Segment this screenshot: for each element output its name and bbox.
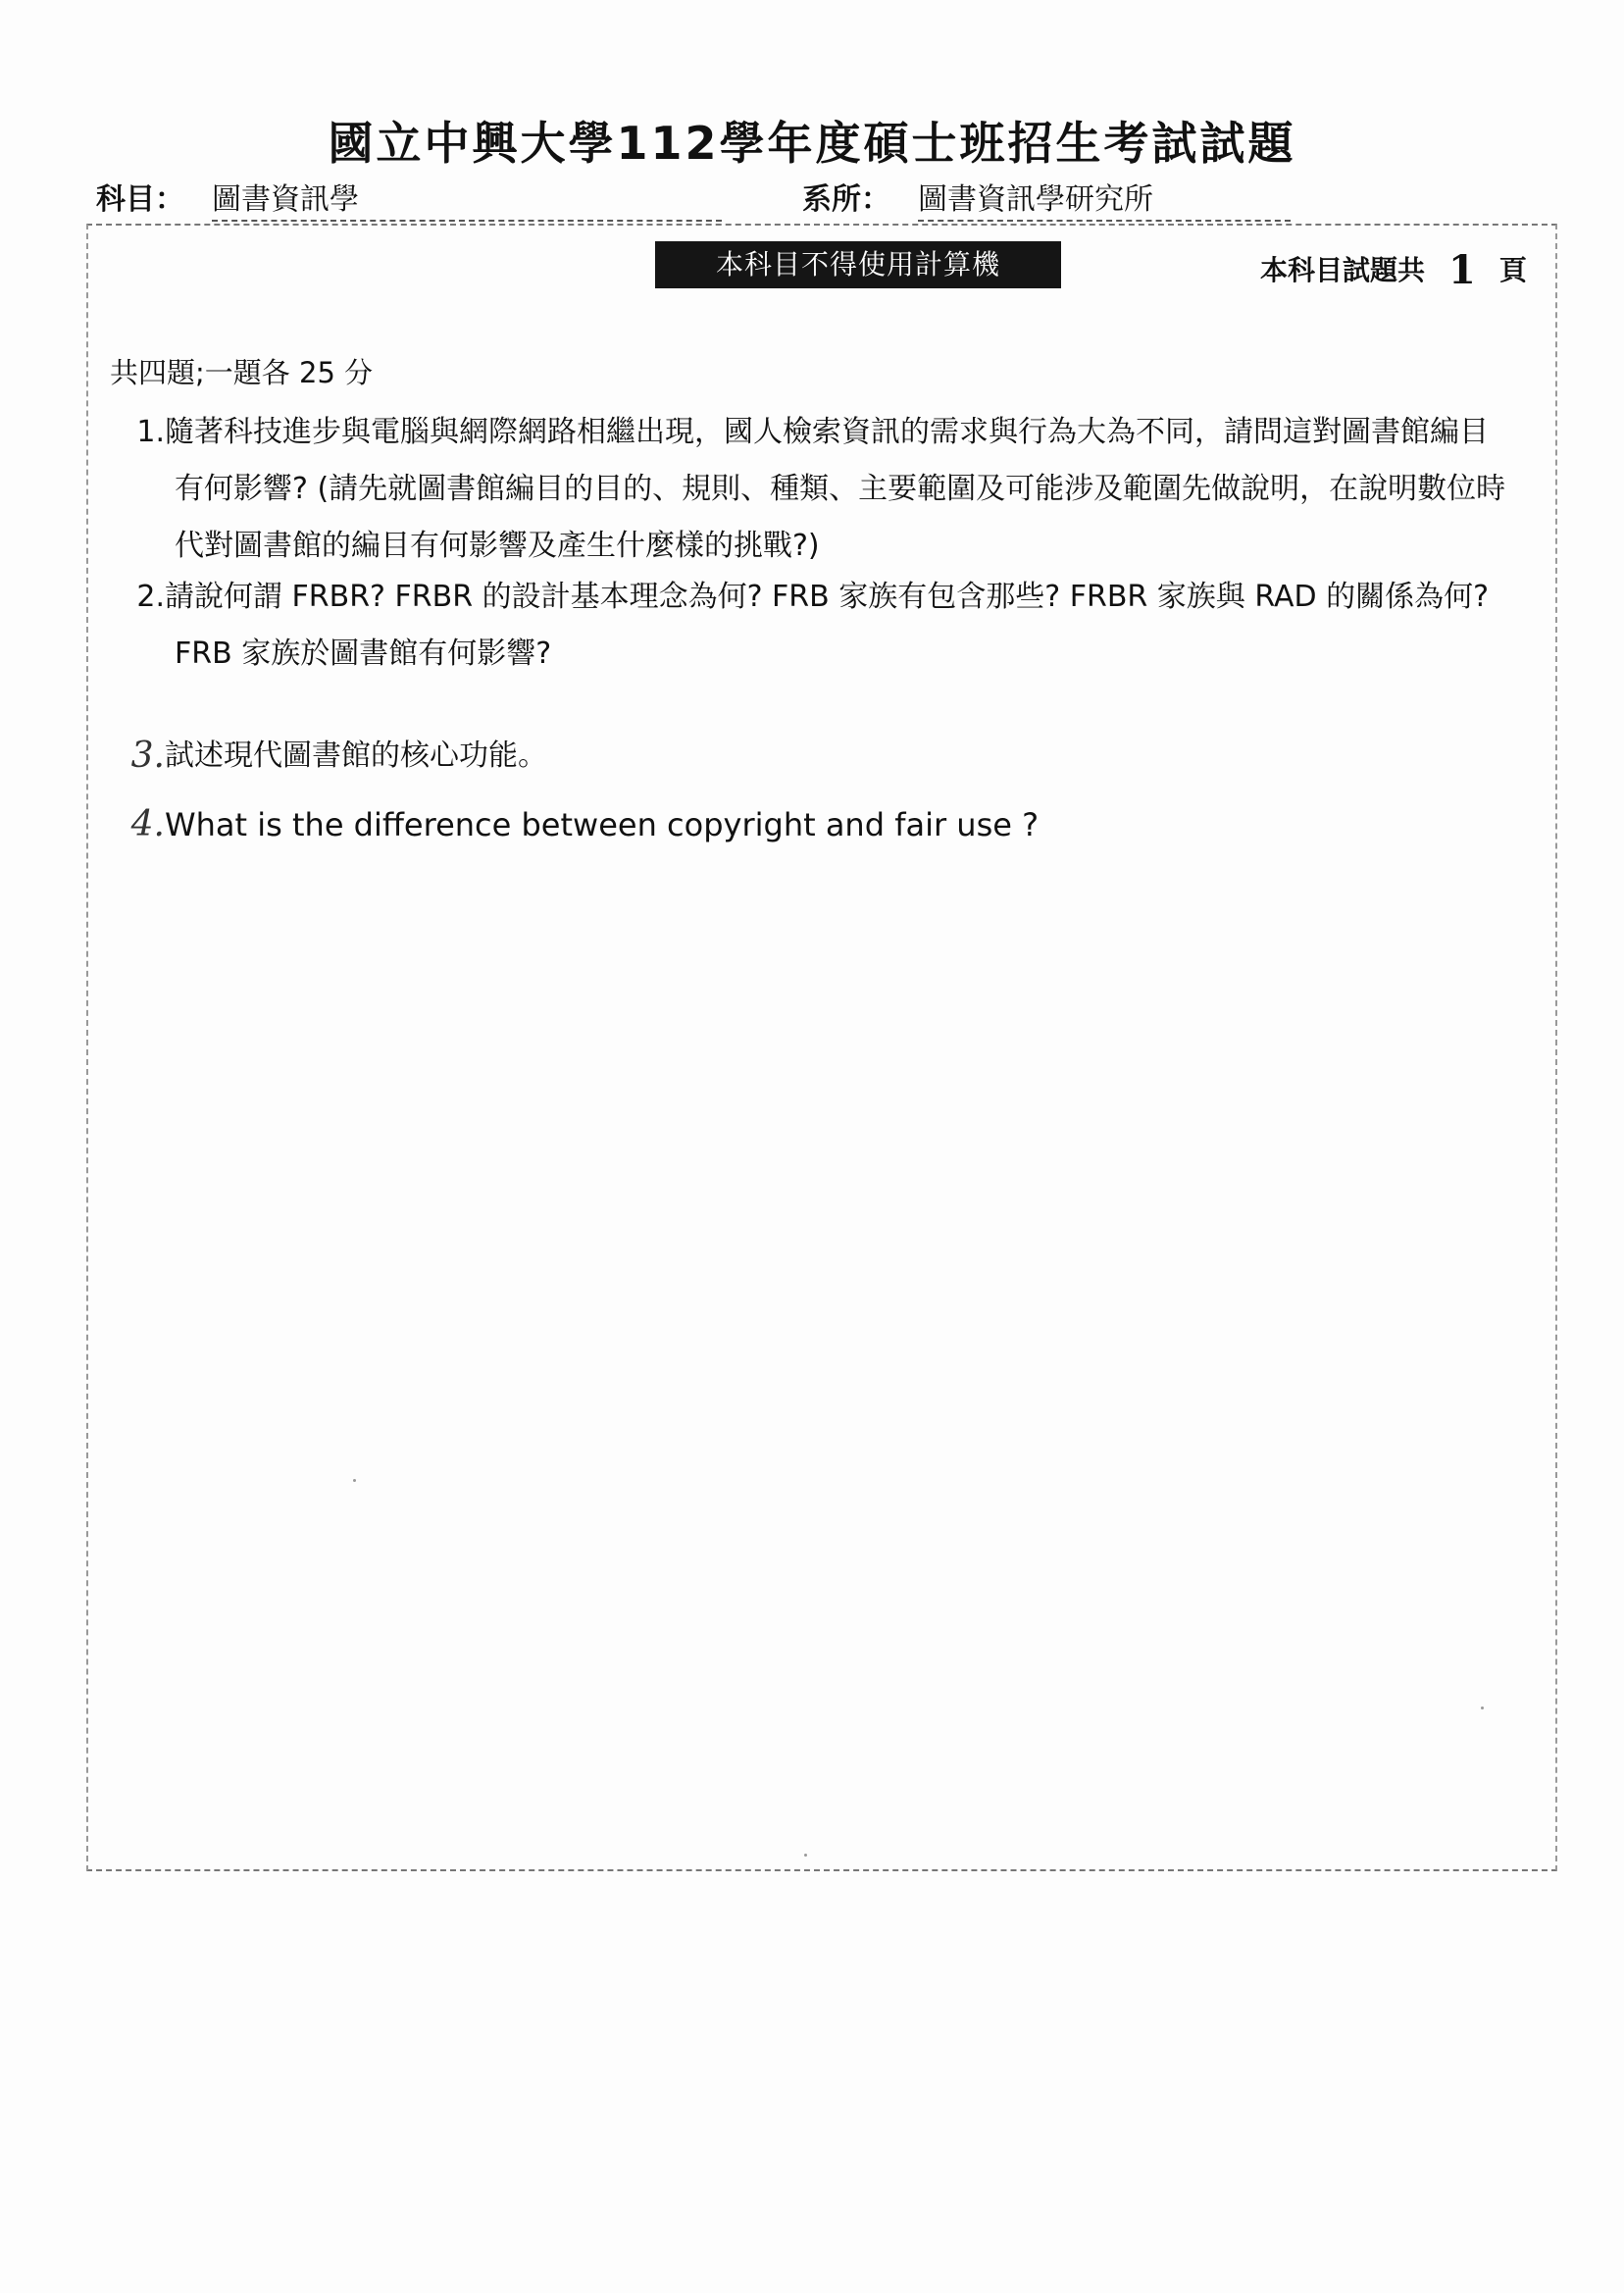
scan-speck <box>804 1854 807 1857</box>
exam-instructions: 共四題;一題各 25 分 <box>110 356 374 389</box>
question-number: 3. <box>130 736 165 776</box>
question-number: 2. <box>136 580 165 614</box>
question-text: What is the difference between copyright and fair use ? <box>165 806 1040 843</box>
question-3 <box>118 728 1510 785</box>
page-count-notice <box>1260 247 1527 293</box>
question-number: 1. <box>136 415 165 449</box>
page-count-number: 1 <box>1448 247 1476 293</box>
question-4 <box>118 796 1510 853</box>
subject-field <box>96 175 722 222</box>
question-text: 請說何謂 FRBR? FRBR 的設計基本理念為何? FRB 家族有包含那些? FRBR 家族與 RAD 的關係為何? FRB 家族於圖書館有何影響? <box>165 580 1490 671</box>
exam-title: 國立中興大學112學年度碩士班招生考試試題 <box>328 117 1296 170</box>
scan-speck <box>353 1479 356 1482</box>
question-text: 試述現代圖書館的核心功能。 <box>165 739 547 773</box>
question-2 <box>118 569 1510 683</box>
department-field <box>802 175 1291 222</box>
question-text: 隨著科技進步與電腦與網際網路相繼出現，國人檢索資訊的需求與行為大為不同，請問這對圖書館編目有何影響? (請先就圖書館編目的目的、規則、種類、主要範圍及可能涉及範圍先做說明，在說明數位時代對圖書館的編目有何影響及產生什麼樣的挑戰?) <box>165 415 1506 563</box>
page-count-suffix: 頁 <box>1498 254 1527 286</box>
subject-value: 圖書資訊學 <box>212 175 722 222</box>
subject-label: 科目： <box>96 182 184 217</box>
scan-speck <box>1481 1707 1484 1709</box>
department-value: 圖書資訊學研究所 <box>918 175 1291 222</box>
page-count-prefix: 本科目試題共 <box>1260 254 1426 286</box>
calculator-notice-banner: 本科目不得使用計算機 <box>655 241 1061 288</box>
question-number: 4. <box>130 804 165 844</box>
department-label: 系所： <box>802 182 890 217</box>
question-1 <box>118 404 1510 575</box>
